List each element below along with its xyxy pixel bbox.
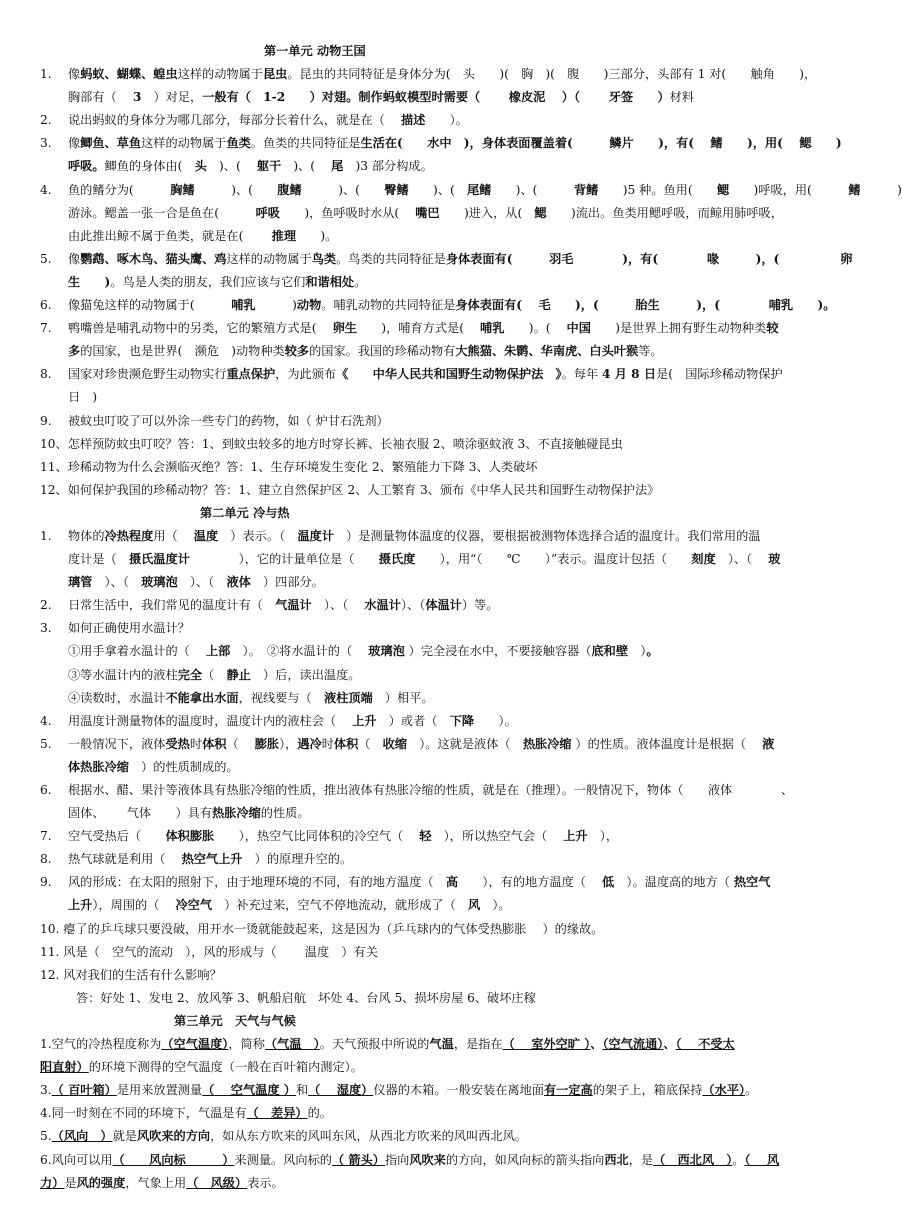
text-line (40, 155, 818, 178)
text-line (40, 86, 818, 109)
text-line (40, 179, 902, 202)
text-line (40, 340, 818, 363)
line-text: 第三单元 天气与气候 (174, 1013, 296, 1028)
line-text: 答：好处 1、发电 2、放风筝 3、帆船启航 坏处 4、台风 5、损坏房屋 6、破坏庄稼 (76, 990, 536, 1005)
text-line (40, 664, 818, 687)
line-text: 用温度计测量物体的温度时，温度计内的液柱会（ 上升 ）或者（ 下降 ）。 (68, 713, 517, 728)
line-text: 物体的冷热程度用（ 温度 ）表示。（ 温度计 ）是测量物体温度的仪器，要根据被测物体选择合适的温度计。我们常用的温 (68, 528, 761, 543)
line-text: 像鹦鹉、啄木鸟、猫头鹰、鸡这样的动物属于鸟类。鸟类的共同特征是身体表面有( 羽毛 )，有( 喙 )，( 卵 (68, 251, 853, 266)
text-line (40, 640, 818, 663)
line-text: 鸭嘴兽是哺乳动物中的另类，它的繁殖方式是( 卵生 )，哺育方式是( 哺乳 )。( 中国 )是世界上拥有野生动物种类较 (68, 321, 779, 336)
text-line (40, 871, 818, 894)
text-line (40, 710, 818, 733)
item-number: 8. (40, 852, 52, 867)
text-line (40, 248, 853, 271)
text-line (40, 132, 842, 155)
section-heading (40, 1010, 818, 1033)
text-line (40, 687, 818, 710)
text-line (40, 109, 818, 132)
text-line (40, 386, 818, 409)
text-line (40, 317, 818, 340)
text-line (40, 802, 818, 825)
line-text: 像鲫鱼、草鱼这样的动物属于鱼类。鱼类的共同特征是生活在( 水中 )，身体表面覆盖着( 鳞片 )，有( 鳍 )，用( 鳃 ) (68, 136, 842, 151)
item-number: 4. (40, 182, 52, 197)
text-line (40, 410, 818, 433)
text-line (40, 548, 818, 571)
line-text: 一般情况下，液体受热时体积（ 膨胀），遇冷时体积（ 收缩 ）。这就是液体（ 热胀冷缩 ）的性质。液体温度计是根据（ 液 (68, 736, 775, 751)
text-line (40, 1033, 818, 1056)
item-number: 5. (40, 251, 52, 266)
item-number: 5. (40, 736, 52, 751)
line-text: 力）是风的强度，气象上用（ 风级）表示。 (40, 1175, 284, 1190)
text-line (40, 294, 836, 317)
line-text: 日常生活中，我们常见的温度计有（ 气温计 ）、（ 水温计）、（体温计）等。 (68, 598, 499, 613)
text-line (40, 63, 818, 86)
text-line (40, 525, 818, 548)
line-text: 1.空气的冷热程度称为（空气温度），简称（气温 ）。天气预报中所说的气温，是指在（ 室外空旷 ）、（空气流通）、（ 不受太 (40, 1037, 735, 1052)
text-line (40, 202, 818, 225)
line-text: 11、珍稀动物为什么会濒临灭绝？答：1、生存环境发生变化 2、繁殖能力下降 3、人类破坏 (40, 459, 538, 474)
line-text: ③等水温计内的液柱完全（ 静止 ）后，读出温度。 (68, 667, 361, 682)
item-number: 6. (40, 298, 52, 313)
text-line (40, 894, 818, 917)
line-text: 第一单元 动物王国 (264, 44, 366, 58)
item-number: 4. (40, 713, 52, 728)
line-text: 说出蚂蚁的身体分为哪几部分，每部分长着什么，就是在（ 描述 ）。 (68, 113, 468, 128)
item-number: 7. (40, 321, 52, 336)
text-line (40, 456, 818, 479)
line-text: 固体、 气体 ）具有热胀冷缩的性质。 (68, 806, 310, 821)
line-text: ④读数时，水温计不能拿出水面，视线要与（ 液柱顶端 ）相平。 (68, 690, 434, 705)
line-text: 10. 瘪了的乒乓球只要没破，用开水一烫就能鼓起来，这是因为（乒乓球内的气体受热膨胀 ）的缘故。 (40, 921, 604, 936)
line-text: 呼吸。鲫鱼的身体由( 头 )、( 躯干 )、( 尾 )3 部分构成。 (68, 159, 433, 174)
item-number: 3. (40, 621, 52, 636)
line-text: 多的国家，也是世界( 濒危 )动物种类较多的国家。我国的珍稀动物有大熊猫、朱鹮、华南虎、白头叶猴等。 (68, 344, 663, 359)
text-line (40, 779, 818, 802)
text-line (40, 733, 818, 756)
item-number: 2. (40, 598, 52, 613)
text-line (40, 825, 818, 848)
text-line (40, 594, 818, 617)
line-text: 热气球就是利用（ 热空气上升 ）的原理升空的。 (68, 852, 353, 867)
text-line (40, 433, 818, 456)
item-number: 3. (40, 136, 52, 151)
item-number: 9. (40, 413, 52, 428)
line-text: 由此推出鲸不属于鱼类，就是在( 推理 )。 (68, 228, 338, 243)
line-text: 10、怎样预防蚊虫叮咬？答：1、到蚊虫较多的地方时穿长裤、长袖衣服 2、喷涂驱蚊液 3、不直接触碰昆虫 (40, 436, 623, 451)
line-text: 像蚂蚁、蝴蝶、蝗虫这样的动物属于昆虫。昆虫的共同特征是身体分为( 头 )( 胸 )( 腹 )三部分，头部有 1 对( 触角 )， (68, 67, 817, 82)
section-heading (40, 40, 818, 63)
item-number: 1. (40, 528, 52, 543)
line-text: 如何正确使用水温计？ (68, 621, 190, 636)
text-line (40, 918, 818, 941)
line-text: 12. 风对我们的生活有什么影响？ (40, 967, 222, 982)
item-number: 7. (40, 829, 52, 844)
item-number: 8. (40, 367, 52, 382)
text-line (40, 1079, 818, 1102)
item-number: 6. (40, 783, 52, 797)
line-text: 生 )。鸟是人类的朋友，我们应该与它们和谐相处。 (68, 274, 367, 289)
text-line (40, 1149, 818, 1172)
line-text: 体热胀冷缩 ）的性质制成的。 (68, 759, 239, 774)
text-line (40, 941, 818, 964)
text-line (40, 756, 818, 779)
item-number: 9. (40, 875, 52, 890)
line-text: 上升），周围的（ 冷空气 ）补充过来，空气不停地流动，就形成了（ 风 ）。 (68, 898, 511, 913)
text-line (40, 571, 818, 594)
line-text: 4.同一时刻在不同的环境下，气温是有（ 差异）的。 (40, 1106, 332, 1121)
text-line (40, 225, 818, 248)
line-text: 度计是（ 摄氏温度计 ），它的计量单位是（ 摄氏度 ），用“（ ℃ ）”表示。温度计包括（ 刻度 ）、（ 玻 (68, 552, 781, 567)
line-text: 游泳。鳃盖一张一合是鱼在( 呼吸 )，鱼呼吸时水从( 嘴巴 )进入，从( 鳃 )流出。鱼类用鳃呼吸，而鲸用肺呼吸， (68, 205, 783, 220)
text-line (40, 479, 818, 502)
item-number: 1. (40, 67, 52, 82)
line-text: 5.（风向 ）就是风吹来的方向，如从东方吹来的风叫东风，从西北方吹来的风叫西北风。 (40, 1129, 527, 1144)
line-text: 胸部有（ 3 ）对足，一般有（ 1-2 ）对翅。制作蚂蚁模型时需要（ 橡皮泥 ）（ 牙签 ）材料 (68, 90, 695, 105)
line-text: 国家对珍贵濒危野生动物实行重点保护，为此颁布《 中华人民共和国野生动物保护法 》。每年 4 月 8 日是( 国际珍稀动物保护 (68, 367, 783, 382)
text-line (40, 1056, 818, 1079)
line-text: 12、如何保护我国的珍稀动物？答：1、建立自然保护区 2、人工繁育 3、颁布《中华人民共和国野生动物保护法》 (40, 482, 660, 497)
text-line (40, 987, 818, 1010)
line-text: 阳直射）的环境下测得的空气温度（一般在百叶箱内测定）。 (40, 1060, 363, 1075)
line-text: 6.风向可以用（ 风向标 ）来测量。风向标的（ 箭头）指向风吹来的方向，如风向标的箭头指向西北，是（ 西北风 ）。（ 风 (40, 1152, 780, 1167)
line-text: 3.（ 百叶箱）是用来放置测量（ 空气温度 ）和（ 湿度）仪器的木箱。一般安装在离地面有一定高的架子上，箱底保持（水平）。 (40, 1083, 758, 1098)
section-heading (40, 502, 818, 525)
line-text: 根据水、醋、果汁等液体具有热胀冷缩的性质，推出液体有热胀冷缩的性质，就是在（推理）。一般情况下，物体（ 液体 、 (68, 783, 794, 797)
line-text: 11. 风是（ 空气的流动 ），风的形成与（ 温度 ）有关 (40, 944, 378, 959)
text-line (40, 363, 818, 386)
line-text: 日 ) (68, 390, 98, 405)
text-line (40, 848, 818, 871)
line-text: 被蚊虫叮咬了可以外涂一些专门的药物，如（ 炉甘石洗剂） (68, 413, 389, 428)
text-line (40, 1125, 818, 1148)
text-line (40, 271, 818, 294)
line-text: 风的形成：在太阳的照射下，由于地理环境的不同，有的地方温度（ 高 ），有的地方温度（ 低 ）。温度高的地方（ 热空气 (68, 875, 771, 890)
item-number: 2. (40, 113, 52, 128)
text-line (40, 964, 818, 987)
line-text: 像猫兔这样的动物属于( 哺乳 )动物。哺乳动物的共同特征是身体表面有( 毛 )，( 胎生 )，( 哺乳 )。 (68, 298, 836, 313)
text-line (40, 617, 818, 640)
text-line (40, 1172, 818, 1195)
text-line (40, 1102, 818, 1125)
line-text: 璃管 ）、（ 玻璃泡 ）、（ 液体 ）四部分。 (68, 575, 324, 590)
line-text: ①用手拿着水温计的（ 上部 ）。 ②将水温计的（ 玻璃泡 ）完全浸在水中，不要接触容器（底和壁 ）。 (68, 644, 659, 659)
line-text: 鱼的鳍分为( 胸鳍 )、( 腹鳍 )、( 臀鳍 )、( 尾鳍 )、( 背鳍 )5 种。鱼用( 鳃 )呼吸，用( 鳍 ) (68, 182, 902, 197)
line-text: 第二单元 冷与热 (200, 505, 290, 520)
line-text: 空气受热后（ 体积膨胀 ），热空气比同体积的冷空气（ 轻 ），所以热空气会（ 上升 ）， (68, 829, 619, 844)
